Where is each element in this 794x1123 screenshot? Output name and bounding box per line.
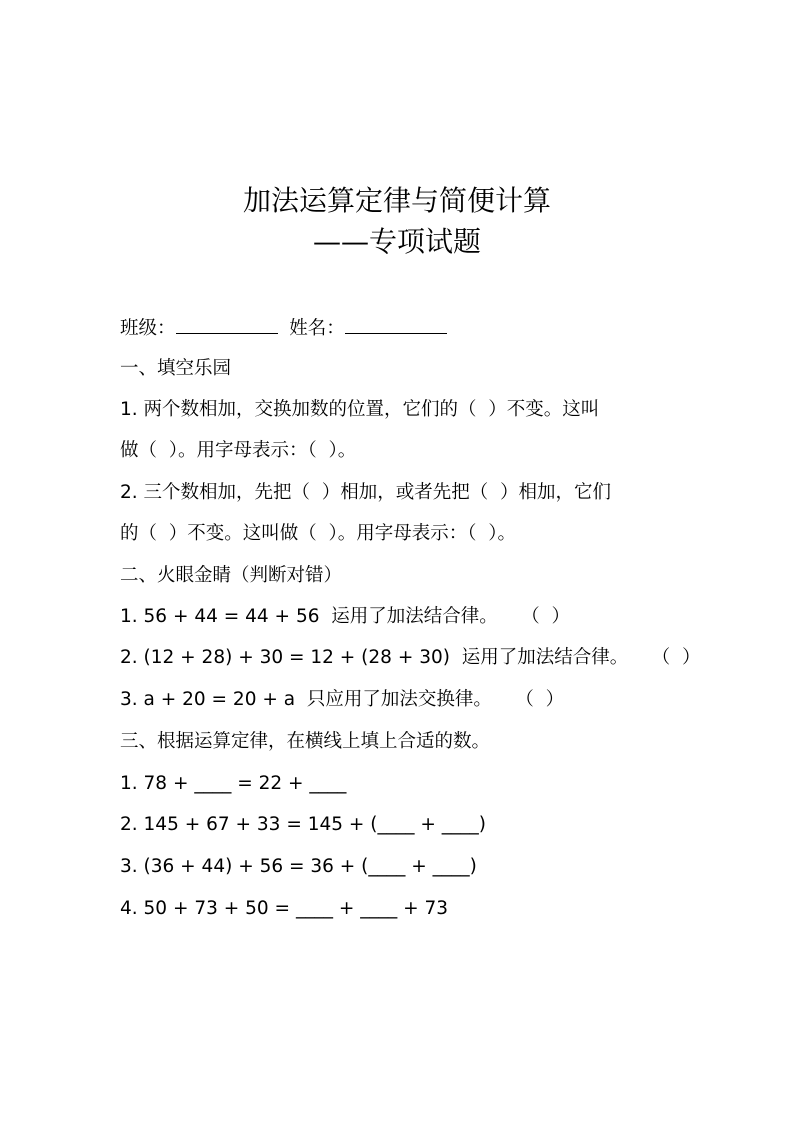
section2-question1: 1. 56 + 44 = 44 + 56 运用了加法结合律。 （ ） bbox=[120, 606, 571, 627]
student-info-row bbox=[120, 315, 680, 342]
section2-heading: 二、火眼金睛（判断对错） bbox=[120, 565, 343, 586]
section1-question1-line1: 1. 两个数相加，交换加数的位置，它们的（ ）不变。这叫 bbox=[120, 399, 600, 420]
section1-question2-line2: 的（ ）不变。这叫做（ ）。用字母表示：（ ）。 bbox=[120, 523, 517, 544]
name-label: 姓名： bbox=[289, 318, 345, 339]
section1-question1-line2: 做（ ）。用字母表示：（ ）。 bbox=[120, 440, 357, 461]
section1-heading: 一、填空乐园 bbox=[120, 358, 232, 379]
section3-question2: 2. 145 + 67 + 33 = 145 + (____ + ____) bbox=[120, 814, 486, 835]
class-blank[interactable] bbox=[176, 315, 278, 334]
section2-question2: 2. (12 + 28) + 30 = 12 + (28 + 30) 运用了加法结合律。 （ ） bbox=[120, 647, 701, 668]
section3-question1: 1. 78 + ____ = 22 + ____ bbox=[120, 773, 347, 794]
section3-heading: 三、根据运算定律，在横线上填上合适的数。 bbox=[120, 731, 491, 752]
section2-question3: 3. a + 20 = 20 + a 只应用了加法交换律。 （ ） bbox=[120, 689, 565, 710]
page-title: 加法运算定律与简便计算 bbox=[242, 184, 551, 217]
page-subtitle: ——专项试题 bbox=[312, 225, 481, 258]
section3-question4: 4. 50 + 73 + 50 = ____ + ____ + 73 bbox=[120, 898, 449, 919]
section3-question3: 3. (36 + 44) + 56 = 36 + (____ + ____) bbox=[120, 856, 477, 877]
name-blank[interactable] bbox=[345, 315, 447, 334]
class-label: 班级： bbox=[120, 318, 176, 339]
section1-question2-line1: 2. 三个数相加，先把（ ）相加，或者先把（ ）相加，它们 bbox=[120, 482, 612, 503]
